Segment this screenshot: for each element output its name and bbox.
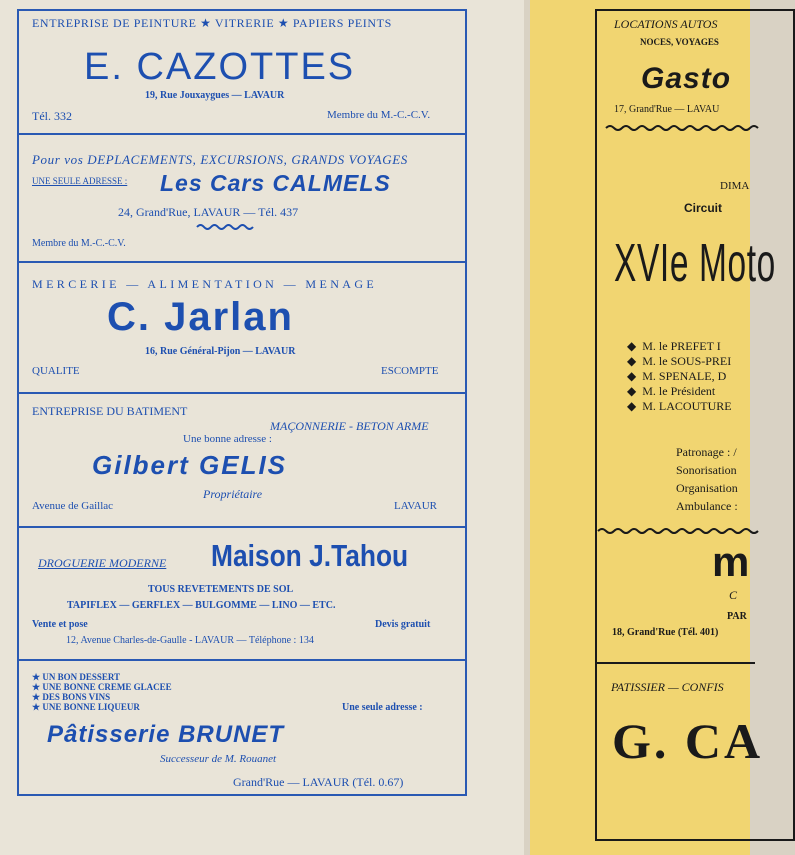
- divider: [17, 392, 467, 394]
- brunet-slogan: Une seule adresse :: [342, 702, 423, 713]
- calmels-prefix: UNE SEULE ADRESSE :: [32, 176, 128, 186]
- tahou-prefix: DROGUERIE MODERNE: [38, 556, 167, 570]
- gelis-slogan: Une bonne adresse :: [183, 433, 272, 445]
- divider: [17, 133, 467, 135]
- decorative-wave: [606, 124, 756, 132]
- jarlan-name: C. Jarlan: [107, 295, 294, 339]
- gaston-line2: NOCES, VOYAGES: [640, 37, 719, 47]
- calmels-tagline: Pour vos DEPLACEMENTS, EXCURSIONS, GRANDS VOYAGES: [32, 152, 408, 167]
- tahou-quote: Devis gratuit: [375, 619, 431, 630]
- tahou-sale: Vente et pose: [32, 619, 88, 630]
- list-item: Patronage : /: [676, 445, 737, 459]
- cazottes-header: ENTREPRISE DE PEINTURE ★ VITRERIE ★ PAPIERS PEINTS: [32, 16, 392, 30]
- tahou-line1: TOUS REVETEMENTS DE SOL: [148, 584, 294, 595]
- list-item: Sonorisation: [676, 463, 737, 477]
- gaston-name: Gasto: [641, 62, 732, 95]
- list-item: ◆ M. le PREFET I: [627, 339, 721, 353]
- patissier-name: G. CA: [612, 713, 764, 769]
- patissier-line: PATISSIER — CONFIS: [611, 680, 724, 694]
- bottom-ad-address: 18, Grand'Rue (Tél. 401): [612, 627, 719, 638]
- brunet-successor: Successeur de M. Rouanet: [160, 753, 277, 765]
- gelis-name: Gilbert GELIS: [92, 450, 288, 480]
- cazottes-tel: Tél. 332: [32, 109, 72, 123]
- brunet-address: Grand'Rue — LAVAUR (Tél. 0.67): [233, 775, 404, 789]
- calmels-name: Les Cars CALMELS: [160, 170, 391, 196]
- divider: [17, 261, 467, 263]
- gaston-line1: LOCATIONS AUTOS: [614, 17, 718, 31]
- list-item: ★ UNE BONNE LIQUEUR: [32, 702, 140, 712]
- cazottes-address: 19, Rue Jouxaygues — LAVAUR: [145, 90, 285, 101]
- divider: [595, 662, 755, 664]
- calmels-address: 24, Grand'Rue, LAVAUR — Tél. 437: [118, 205, 299, 219]
- divider: [17, 526, 467, 528]
- bottom-ad-c: C: [729, 588, 738, 602]
- list-item: Organisation: [676, 481, 738, 495]
- decorative-wave: [197, 223, 253, 231]
- brunet-name: Pâtisserie BRUNET: [47, 721, 285, 748]
- jarlan-discount: ESCOMPTE: [381, 365, 439, 377]
- jarlan-header: MERCERIE — ALIMENTATION — MENAGE: [32, 277, 378, 291]
- gaston-address: 17, Grand'Rue — LAVAU: [614, 104, 720, 115]
- gelis-street: Avenue de Gaillac: [32, 500, 114, 512]
- cazottes-member: Membre du M.-C.-C.V.: [327, 109, 431, 121]
- decorative-wave: [598, 527, 758, 535]
- bottom-ad-par: PAR: [727, 611, 747, 622]
- event-circuit: Circuit: [684, 201, 723, 215]
- gelis-role: Propriétaire: [203, 487, 263, 501]
- event-title: XVIe Moto: [614, 233, 776, 293]
- gelis-header: ENTREPRISE DU BATIMENT: [32, 404, 188, 418]
- jarlan-address: 16, Rue Général-Pijon — LAVAUR: [145, 346, 296, 357]
- tahou-line2: TAPIFLEX — GERFLEX — BULGOMME — LINO — ETC.: [67, 600, 336, 611]
- jarlan-quality: QUALITE: [32, 365, 80, 377]
- divider: [17, 659, 467, 661]
- cazottes-name: E. CAZOTTES: [84, 46, 356, 88]
- tahou-address: 12, Avenue Charles-de-Gaulle - LAVAUR — Téléphone : 134: [66, 635, 314, 646]
- list-item: ◆ M. SPENALE, D: [627, 369, 727, 383]
- tahou-name: Maison J.Tahou: [211, 538, 409, 573]
- gelis-city: LAVAUR: [394, 500, 437, 512]
- bottom-ad-big-letter: m: [712, 538, 750, 585]
- list-item: ◆ M. le SOUS-PREI: [627, 354, 732, 368]
- gelis-sub: MAÇONNERIE - BETON ARME: [270, 419, 429, 433]
- list-item: ★ DES BONS VINS: [32, 692, 111, 702]
- event-day: DIMA: [720, 180, 750, 192]
- list-item: ◆ M. LACOUTURE: [627, 399, 732, 413]
- list-item: ★ UN BON DESSERT: [32, 672, 121, 682]
- list-item: ★ UNE BONNE CREME GLACEE: [32, 682, 172, 692]
- watermark: [8, 386, 14, 425]
- calmels-member: Membre du M.-C.-C.V.: [32, 238, 126, 249]
- list-item: ◆ M. le Président: [627, 384, 716, 398]
- list-item: Ambulance :: [676, 499, 738, 513]
